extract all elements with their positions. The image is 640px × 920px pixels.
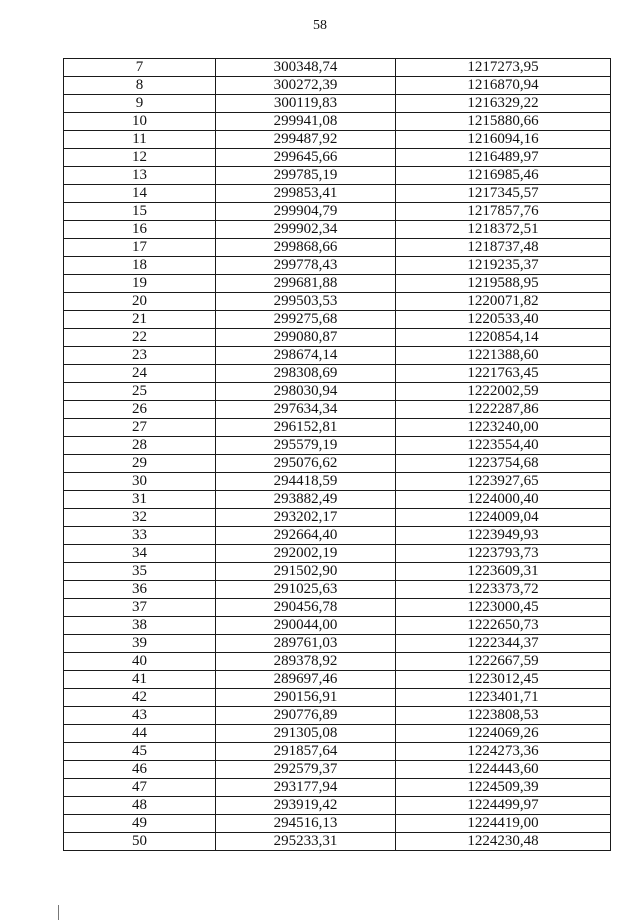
- x-coordinate-cell: 300119,83: [216, 95, 396, 113]
- table-row: [64, 203, 611, 221]
- point-number-cell: 31: [64, 491, 216, 509]
- table-row: [64, 401, 611, 419]
- y-coordinate-cell: 1222667,59: [396, 653, 611, 671]
- point-number-cell: 25: [64, 383, 216, 401]
- table-row: [64, 743, 611, 761]
- table-row: [64, 149, 611, 167]
- y-coordinate-cell: 1215880,66: [396, 113, 611, 131]
- y-coordinate-cell: 1223754,68: [396, 455, 611, 473]
- page-number: 58: [313, 18, 327, 33]
- y-coordinate-cell: 1222344,37: [396, 635, 611, 653]
- point-number-cell: 29: [64, 455, 216, 473]
- table-row: [64, 185, 611, 203]
- point-number-cell: 20: [64, 293, 216, 311]
- y-coordinate-cell: 1218372,51: [396, 221, 611, 239]
- x-coordinate-cell: 298308,69: [216, 365, 396, 383]
- x-coordinate-cell: 293202,17: [216, 509, 396, 527]
- y-coordinate-cell: 1219235,37: [396, 257, 611, 275]
- x-coordinate-cell: 300348,74: [216, 59, 396, 77]
- table-row: [64, 239, 611, 257]
- x-coordinate-cell: 297634,34: [216, 401, 396, 419]
- point-number-cell: 12: [64, 149, 216, 167]
- point-number-cell: 10: [64, 113, 216, 131]
- scan-edge-mark: [58, 905, 59, 920]
- y-coordinate-cell: 1219588,95: [396, 275, 611, 293]
- y-coordinate-cell: 1223609,31: [396, 563, 611, 581]
- point-number-cell: 13: [64, 167, 216, 185]
- table-row: [64, 491, 611, 509]
- y-coordinate-cell: 1224009,04: [396, 509, 611, 527]
- y-coordinate-cell: 1217273,95: [396, 59, 611, 77]
- y-coordinate-cell: 1223793,73: [396, 545, 611, 563]
- y-coordinate-cell: 1216870,94: [396, 77, 611, 95]
- y-coordinate-cell: 1220071,82: [396, 293, 611, 311]
- x-coordinate-cell: 289378,92: [216, 653, 396, 671]
- table-row: [64, 545, 611, 563]
- x-coordinate-cell: 295076,62: [216, 455, 396, 473]
- y-coordinate-cell: 1224509,39: [396, 779, 611, 797]
- table-row: [64, 77, 611, 95]
- point-number-cell: 46: [64, 761, 216, 779]
- y-coordinate-cell: 1224230,48: [396, 833, 611, 851]
- y-coordinate-cell: 1223373,72: [396, 581, 611, 599]
- x-coordinate-cell: 291305,08: [216, 725, 396, 743]
- point-number-cell: 15: [64, 203, 216, 221]
- y-coordinate-cell: 1223401,71: [396, 689, 611, 707]
- table-row: [64, 509, 611, 527]
- x-coordinate-cell: 289697,46: [216, 671, 396, 689]
- point-number-cell: 35: [64, 563, 216, 581]
- y-coordinate-cell: 1223808,53: [396, 707, 611, 725]
- table-row: [64, 761, 611, 779]
- y-coordinate-cell: 1222287,86: [396, 401, 611, 419]
- x-coordinate-cell: 299778,43: [216, 257, 396, 275]
- point-number-cell: 48: [64, 797, 216, 815]
- y-coordinate-cell: 1222002,59: [396, 383, 611, 401]
- y-coordinate-cell: 1224499,97: [396, 797, 611, 815]
- x-coordinate-cell: 299487,92: [216, 131, 396, 149]
- point-number-cell: 16: [64, 221, 216, 239]
- y-coordinate-cell: 1224273,36: [396, 743, 611, 761]
- point-number-cell: 24: [64, 365, 216, 383]
- table-row: [64, 419, 611, 437]
- y-coordinate-cell: 1221388,60: [396, 347, 611, 365]
- point-number-cell: 38: [64, 617, 216, 635]
- x-coordinate-cell: 290776,89: [216, 707, 396, 725]
- table-row: [64, 599, 611, 617]
- point-number-cell: 7: [64, 59, 216, 77]
- y-coordinate-cell: 1223949,93: [396, 527, 611, 545]
- y-coordinate-cell: 1223000,45: [396, 599, 611, 617]
- point-number-cell: 39: [64, 635, 216, 653]
- x-coordinate-cell: 299503,53: [216, 293, 396, 311]
- table-row: [64, 833, 611, 851]
- x-coordinate-cell: 290156,91: [216, 689, 396, 707]
- x-coordinate-cell: 294418,59: [216, 473, 396, 491]
- x-coordinate-cell: 299902,34: [216, 221, 396, 239]
- table-row: [64, 311, 611, 329]
- x-coordinate-cell: 293882,49: [216, 491, 396, 509]
- x-coordinate-cell: 289761,03: [216, 635, 396, 653]
- table-row: [64, 257, 611, 275]
- x-coordinate-cell: 296152,81: [216, 419, 396, 437]
- table-row: [64, 437, 611, 455]
- y-coordinate-cell: 1216094,16: [396, 131, 611, 149]
- x-coordinate-cell: 290456,78: [216, 599, 396, 617]
- y-coordinate-cell: 1217345,57: [396, 185, 611, 203]
- y-coordinate-cell: 1220533,40: [396, 311, 611, 329]
- point-number-cell: 40: [64, 653, 216, 671]
- x-coordinate-cell: 300272,39: [216, 77, 396, 95]
- table-row: [64, 635, 611, 653]
- table-row: [64, 455, 611, 473]
- y-coordinate-cell: 1221763,45: [396, 365, 611, 383]
- point-number-cell: 33: [64, 527, 216, 545]
- y-coordinate-cell: 1220854,14: [396, 329, 611, 347]
- x-coordinate-cell: 293177,94: [216, 779, 396, 797]
- y-coordinate-cell: 1216329,22: [396, 95, 611, 113]
- x-coordinate-cell: 299853,41: [216, 185, 396, 203]
- y-coordinate-cell: 1224419,00: [396, 815, 611, 833]
- table-row: [64, 725, 611, 743]
- x-coordinate-cell: 292002,19: [216, 545, 396, 563]
- point-number-cell: 32: [64, 509, 216, 527]
- table-row: [64, 329, 611, 347]
- point-number-cell: 45: [64, 743, 216, 761]
- table-row: [64, 293, 611, 311]
- point-number-cell: 36: [64, 581, 216, 599]
- x-coordinate-cell: 298674,14: [216, 347, 396, 365]
- table-row: [64, 131, 611, 149]
- table-row: [64, 815, 611, 833]
- y-coordinate-cell: 1217857,76: [396, 203, 611, 221]
- point-number-cell: 18: [64, 257, 216, 275]
- table-row: [64, 707, 611, 725]
- x-coordinate-cell: 295579,19: [216, 437, 396, 455]
- x-coordinate-cell: 291025,63: [216, 581, 396, 599]
- y-coordinate-cell: 1224000,40: [396, 491, 611, 509]
- x-coordinate-cell: 299275,68: [216, 311, 396, 329]
- y-coordinate-cell: 1223012,45: [396, 671, 611, 689]
- table-row: [64, 527, 611, 545]
- coordinates-table: [63, 58, 611, 851]
- table-row: [64, 167, 611, 185]
- table-row: [64, 347, 611, 365]
- table-row: [64, 689, 611, 707]
- table-row: [64, 617, 611, 635]
- x-coordinate-cell: 291857,64: [216, 743, 396, 761]
- table-row: [64, 95, 611, 113]
- point-number-cell: 42: [64, 689, 216, 707]
- point-number-cell: 21: [64, 311, 216, 329]
- x-coordinate-cell: 295233,31: [216, 833, 396, 851]
- x-coordinate-cell: 299941,08: [216, 113, 396, 131]
- point-number-cell: 19: [64, 275, 216, 293]
- x-coordinate-cell: 299080,87: [216, 329, 396, 347]
- table-body: [64, 59, 611, 851]
- point-number-cell: 27: [64, 419, 216, 437]
- point-number-cell: 43: [64, 707, 216, 725]
- point-number-cell: 14: [64, 185, 216, 203]
- point-number-cell: 37: [64, 599, 216, 617]
- table-row: [64, 779, 611, 797]
- point-number-cell: 44: [64, 725, 216, 743]
- table-row: [64, 113, 611, 131]
- table-row: [64, 473, 611, 491]
- point-number-cell: 22: [64, 329, 216, 347]
- y-coordinate-cell: 1223927,65: [396, 473, 611, 491]
- x-coordinate-cell: 291502,90: [216, 563, 396, 581]
- x-coordinate-cell: 299681,88: [216, 275, 396, 293]
- point-number-cell: 30: [64, 473, 216, 491]
- x-coordinate-cell: 294516,13: [216, 815, 396, 833]
- point-number-cell: 9: [64, 95, 216, 113]
- x-coordinate-cell: 292664,40: [216, 527, 396, 545]
- point-number-cell: 17: [64, 239, 216, 257]
- point-number-cell: 26: [64, 401, 216, 419]
- x-coordinate-cell: 293919,42: [216, 797, 396, 815]
- table-row: [64, 275, 611, 293]
- y-coordinate-cell: 1216489,97: [396, 149, 611, 167]
- table-row: [64, 671, 611, 689]
- point-number-cell: 49: [64, 815, 216, 833]
- table-row: [64, 383, 611, 401]
- table-row: [64, 653, 611, 671]
- table-row: [64, 365, 611, 383]
- y-coordinate-cell: 1216985,46: [396, 167, 611, 185]
- table-row: [64, 221, 611, 239]
- x-coordinate-cell: 299645,66: [216, 149, 396, 167]
- x-coordinate-cell: 298030,94: [216, 383, 396, 401]
- point-number-cell: 47: [64, 779, 216, 797]
- x-coordinate-cell: 299904,79: [216, 203, 396, 221]
- y-coordinate-cell: 1223554,40: [396, 437, 611, 455]
- y-coordinate-cell: 1218737,48: [396, 239, 611, 257]
- point-number-cell: 8: [64, 77, 216, 95]
- x-coordinate-cell: 292579,37: [216, 761, 396, 779]
- y-coordinate-cell: 1224069,26: [396, 725, 611, 743]
- point-number-cell: 23: [64, 347, 216, 365]
- table-row: [64, 581, 611, 599]
- y-coordinate-cell: 1222650,73: [396, 617, 611, 635]
- table-row: [64, 59, 611, 77]
- table-row: [64, 797, 611, 815]
- point-number-cell: 28: [64, 437, 216, 455]
- y-coordinate-cell: 1223240,00: [396, 419, 611, 437]
- x-coordinate-cell: 290044,00: [216, 617, 396, 635]
- table-row: [64, 563, 611, 581]
- x-coordinate-cell: 299785,19: [216, 167, 396, 185]
- point-number-cell: 41: [64, 671, 216, 689]
- y-coordinate-cell: 1224443,60: [396, 761, 611, 779]
- x-coordinate-cell: 299868,66: [216, 239, 396, 257]
- point-number-cell: 34: [64, 545, 216, 563]
- point-number-cell: 11: [64, 131, 216, 149]
- point-number-cell: 50: [64, 833, 216, 851]
